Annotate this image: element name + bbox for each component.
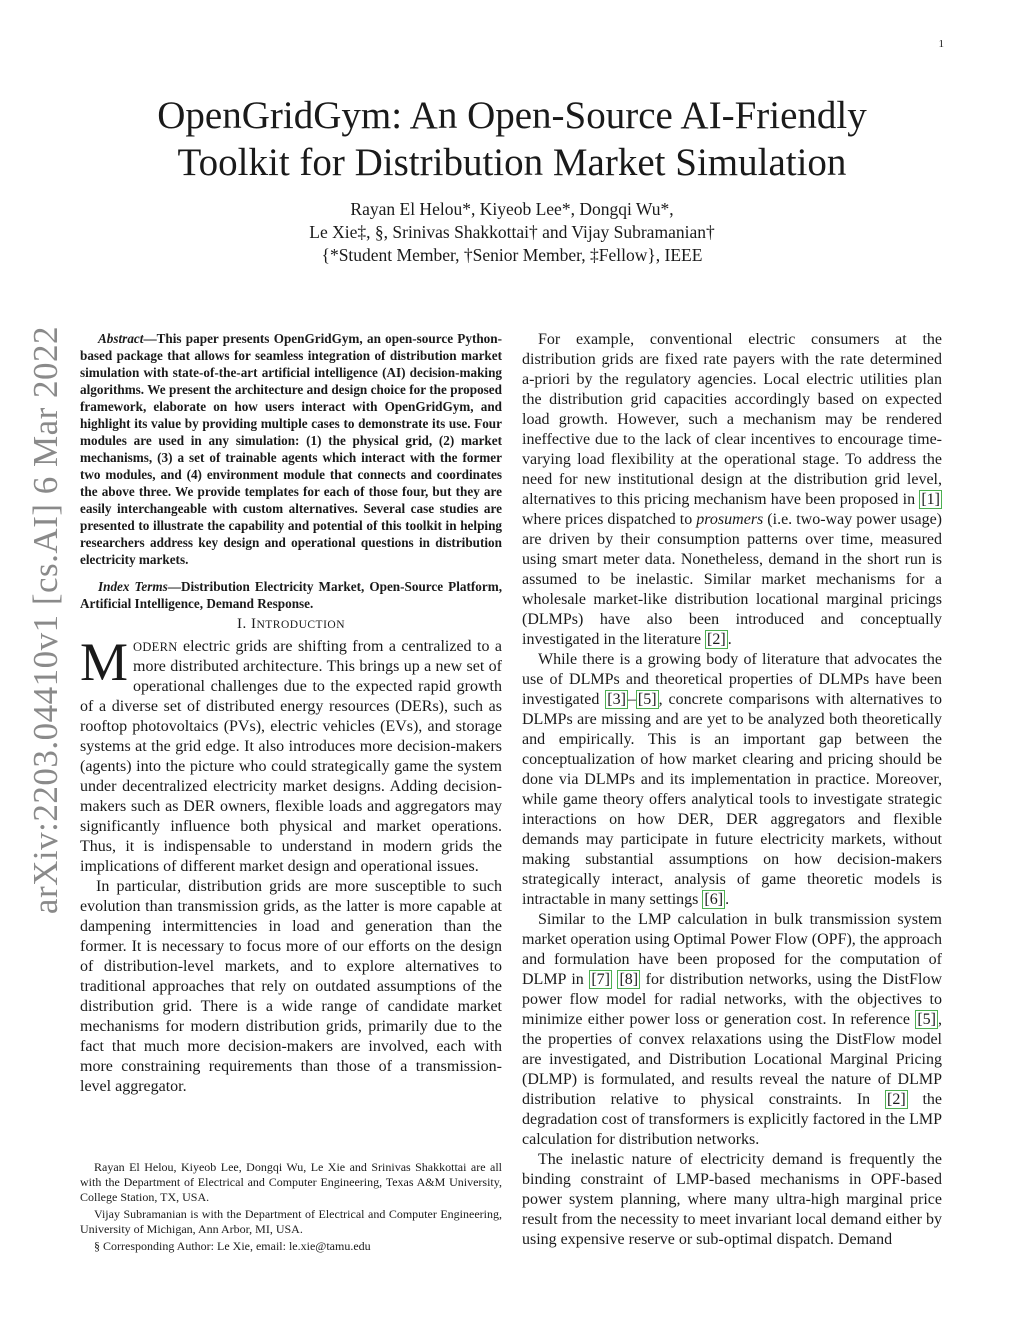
citation-link[interactable]: [2] [887, 1091, 906, 1108]
intro-paragraph-2: In particular, distribution grids are more susceptible to such evolution than transmission grids, as the latter is more capable at dampening intermittencies in load and generation than the former. It is necessary to focus more of our efforts on the design of distribution-level markets, and to explore alternatives to traditional approaches that rely on outdated assumptions of the distribution grid. There is a wide range of candidate market mechanisms for modern distribution grids, primarily due to the fact that much more decision-makers are involved, each with more constraining requirements than those of a transmission-level aggregator. [80, 878, 502, 1095]
footnote-affiliation-tamu: Rayan El Helou, Kiyeob Lee, Dongqi Wu, Le Xie and Srinivas Shakkottai are all with the Department of Electrical and Computer Engineering, Texas A&M University, College Station, TX, USA. [80, 1160, 502, 1204]
page-number: 1 [938, 38, 944, 50]
paper-title [0, 92, 1024, 186]
abstract-text: —This paper presents OpenGridGym, an open-source Python-based package that allows for seamless integration of distribution market simulation with state-of-the-art artificial intelligence (AI) decision-making algorithms. We present the architecture and design choice for the proposed framework, elaborate on how users interact with OpenGridGym, and highlight its value by providing multiple cases to demonstrate its use. Four modules are used in any simulation: (1) the physical grid, (2) market mechanisms, (3) a set of trainable agents which interact with the former two modules, and (4) environment module that connects and coordinates the above three. We provide templates for each of those four, but they are easily interchangeable with custom alternatives. Several case studies are presented to illustrate the capability and potential of this toolkit in helping researchers address key design and operational questions in distribution electricity markets. [80, 331, 502, 567]
abstract-label: Abstract [98, 331, 144, 346]
index-terms-label: Index Terms [98, 579, 168, 594]
right-paragraph-4: The inelastic nature of electricity demand is frequently the binding constraint of LMP-based mechanisms in OPF-based power system planning, where many ultra-high marginal price result from the necessity to meet invariant local demand either by using expensive reserve or sub-optimal dispatch. Demand [522, 1151, 942, 1248]
citation-link[interactable]: [5] [917, 1011, 936, 1028]
arxiv-identifier-stamp[interactable]: arXiv:2203.04410v1 [cs.AI] 6 Mar 2022 [26, 325, 65, 915]
intro-paragraph-1: MODERN electric grids are shifting from a centralized to a more distributed architecture. This brings up a new set of operational challenges due to the expected rapid growth of a diverse set of distributed energy resources (DERs), such as rooftop photovoltaics (PVs), electric vehicles (EVs), and storage systems at the grid edge. It also introduces more decision-makers (agents) into the picture who could strategically game the system under decentralized electricity market designs. Adding decision-makers such as DER owners, flexible loads and aggregators may significantly influence both physical and market operations. Thus, it is indispensable to understand in modern grids the implications of different market design and operational issues. [80, 632, 502, 875]
index-terms [80, 578, 502, 612]
footnote-corresponding-author: § Corresponding Author: Le Xie, email: le.xie@tamu.edu [94, 1239, 371, 1253]
left-column [80, 330, 502, 1097]
right-paragraph-3: Similar to the LMP calculation in bulk transmission system market operation using Optimal Power Flow (OPF), the approach and formulation have been proposed for the computation of DLMP in [7] [8] for distribution networks, using the DistFlow power flow model for radial networks, with the objectives to minimize either power loss or generation cost. In reference [5] , the properties of convex relaxations using the DistFlow model are investigated, and Distribution Locational Marginal Pricing (DLMP) is formulated, and results reveal the nature of DLMP distribution relative to physical constraints. In [2] the degradation cost of transformers is explicitly factored in the LMP calculation for distribution networks. [522, 911, 943, 1148]
title-line-1: OpenGridGym: An Open-Source AI-Friendly [157, 94, 867, 137]
citation-link[interactable]: [3] [607, 691, 626, 708]
footnote-affiliation-umich: Vijay Subramanian is with the Department of Electrical and Computer Engineering, University of Michigan, Ann Arbor, MI, USA. [80, 1207, 502, 1236]
citation-link[interactable]: [8] [619, 971, 639, 988]
drop-cap: M [80, 632, 129, 692]
right-paragraph-2: While there is a growing body of literature that advocates the use of DLMPs and theoretical properties of DLMPs have been investigated [3] – [5] , concrete comparisons with alternatives to DLMPs are missing and are yet to be analyzed both theoretically and empirically. This is an important gap between the conceptualization of how market clearing and pricing should be done via DLMPs and its implementation in practice. Moreover, while game theory offers analytical tools to investigate strategic interactions on how DER, DER aggregators and flexible demands may participate in future electricity markets, without making substantial assumptions on how decision-makers strategically interact, analysis of game theoretic models is intractable in many settings [6] . [522, 651, 943, 908]
authors-line-2: Le Xie‡, §, Srinivas Shakkottai† and Vijay Subramanian† [309, 222, 715, 242]
authors-line-1: Rayan El Helou*, Kiyeob Lee*, Dongqi Wu*, [350, 199, 674, 219]
authors-line-3: {*Student Member, †Senior Member, ‡Fellow}, IEEE [321, 245, 703, 265]
citation-link[interactable]: [6] [704, 891, 724, 908]
abstract [80, 330, 502, 568]
right-column [522, 330, 942, 1250]
citation-link[interactable]: [7] [591, 971, 610, 988]
title-line-2: Toolkit for Distribution Market Simulation [177, 141, 847, 184]
index-terms-text: —Distribution Electricity Market, Open-Source Platform, Artificial Intelligence, Demand Response. [80, 579, 502, 611]
author-block [0, 198, 1024, 267]
right-paragraph-1: For example, conventional electric consumers at the distribution grids are fixed rate payers with the rate determined a-priori by the regulatory agencies. Local electric utilities plan the distribution grid capacities accordingly based on expected load growth. However, such a mechanism may be rendered ineffective due to the lack of clear incentives to encourage time-varying load flexibility at the operational stage. To address the need for new institutional design at the distribution grid level, alternatives to this pricing mechanism have been proposed in [1] where prices dispatched to prosumers (i.e. two-way power usage) are driven by their consumption patterns over time, measured using smart meter data. Nonetheless, demand in the short run is assumed to be inelastic. Similar market mechanisms for a wholesale market-like distribution locational marginal pricings (DLMPs) have also been introduced and conceptually investigated in the literature [2] . [522, 331, 942, 648]
footnotes [80, 1160, 502, 1256]
citation-link[interactable]: [2] [707, 631, 726, 648]
citation-link[interactable]: [5] [637, 691, 657, 708]
citation-link[interactable]: [1] [921, 491, 940, 508]
section-heading-introduction: I. INTRODUCTION [236, 616, 346, 632]
